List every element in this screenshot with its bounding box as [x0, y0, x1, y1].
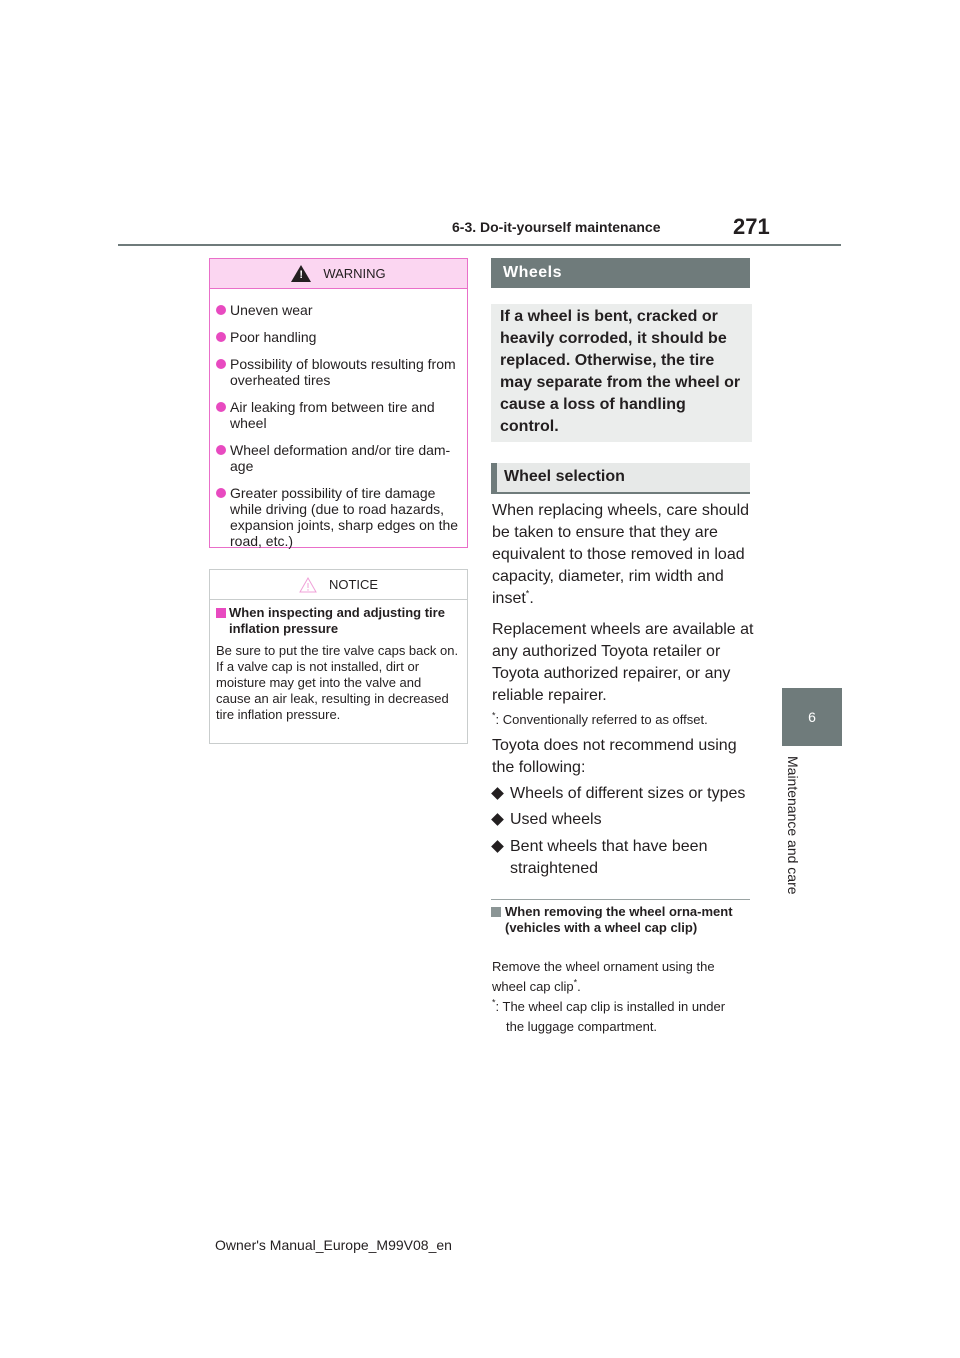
- list-item: Poor handling: [216, 329, 459, 345]
- paragraph: Remove the wheel ornament using the wheel cap clip*.: [492, 959, 715, 994]
- notice-title: NOTICE: [328, 577, 379, 592]
- list-item: Bent wheels that have been straightened: [492, 836, 754, 880]
- diamond-bullet-icon: [491, 813, 504, 826]
- list-item: Uneven wear: [216, 302, 459, 318]
- bullet-dot-icon: [216, 445, 226, 455]
- notice-icon: [299, 577, 317, 593]
- bullet-dot-icon: [216, 332, 226, 342]
- list-item: Greater possibility of tire damage while driving (due to road hazards, expansion joints, sharp edges on the road, etc.): [216, 485, 459, 549]
- warning-list: [210, 289, 467, 549]
- wheel-selection-heading: Wheel selection: [491, 463, 750, 494]
- notice-subtitle: When inspecting and adjusting tire inflation pressure: [210, 600, 467, 637]
- warning-header: [210, 259, 467, 289]
- footer-text: Owner's Manual_Europe_M99V08_en: [215, 1237, 452, 1253]
- notice-body: Be sure to put the tire valve caps back on. If a valve cap is not installed, dirt or moisture may get into the valve and cause an air leak, resulting in decreased tire inflation pressure.: [216, 643, 459, 722]
- list-item: Air leaking from between tire and wheel: [216, 399, 459, 431]
- square-bullet-icon: [216, 608, 226, 618]
- square-bullet-icon: [491, 907, 501, 917]
- warning-icon: !: [291, 265, 311, 282]
- footnote: *: The wheel cap clip is installed in under the luggage compartment.: [492, 997, 726, 1034]
- paragraph: Replacement wheels are available at any authorized Toyota retailer or Toyota authorized repairer, or any reliable repairer.: [492, 621, 754, 704]
- divider: [491, 899, 750, 900]
- list-item: Possibility of blowouts resulting from overheated tires: [216, 356, 459, 388]
- notice-header: [210, 570, 467, 600]
- paragraph: Toyota does not recommend using the following:: [492, 737, 737, 776]
- section-title: 6-3. Do-it-yourself maintenance: [452, 219, 661, 235]
- chapter-tab: [782, 688, 842, 746]
- subsection-title: When removing the wheel orna-ment (vehicles with a wheel cap clip): [491, 904, 755, 936]
- notice-box: [209, 569, 468, 744]
- diamond-bullet-icon: [491, 787, 504, 800]
- footnote: *: Conventionally referred to as offset.: [492, 710, 708, 727]
- list-item: Wheels of different sizes or types: [492, 783, 754, 805]
- list-item: Wheel deformation and/or tire dam-age: [216, 442, 459, 474]
- chapter-number: 6: [808, 709, 816, 725]
- paragraph: When replacing wheels, care should be taken to ensure that they are equivalent to those removed in load capacity, diameter, rim width and inset*.: [492, 502, 750, 607]
- bullet-dot-icon: [216, 305, 226, 315]
- warning-title: WARNING: [323, 266, 386, 281]
- bullet-dot-icon: [216, 359, 226, 369]
- warning-box: [209, 258, 468, 548]
- bullet-dot-icon: [216, 402, 226, 412]
- wheels-heading: Wheels: [491, 258, 750, 288]
- wheels-intro: If a wheel is bent, cracked or heavily corroded, it should be replaced. Otherwise, the tire may separate from the wheel or cause a loss of handling control.: [491, 304, 752, 442]
- bullet-dot-icon: [216, 488, 226, 498]
- chapter-label: Maintenance and care: [785, 756, 801, 895]
- list-item: Used wheels: [492, 809, 754, 831]
- page-number: 271: [733, 214, 770, 239]
- diamond-bullet-icon: [491, 840, 504, 853]
- header-rule: [118, 244, 841, 246]
